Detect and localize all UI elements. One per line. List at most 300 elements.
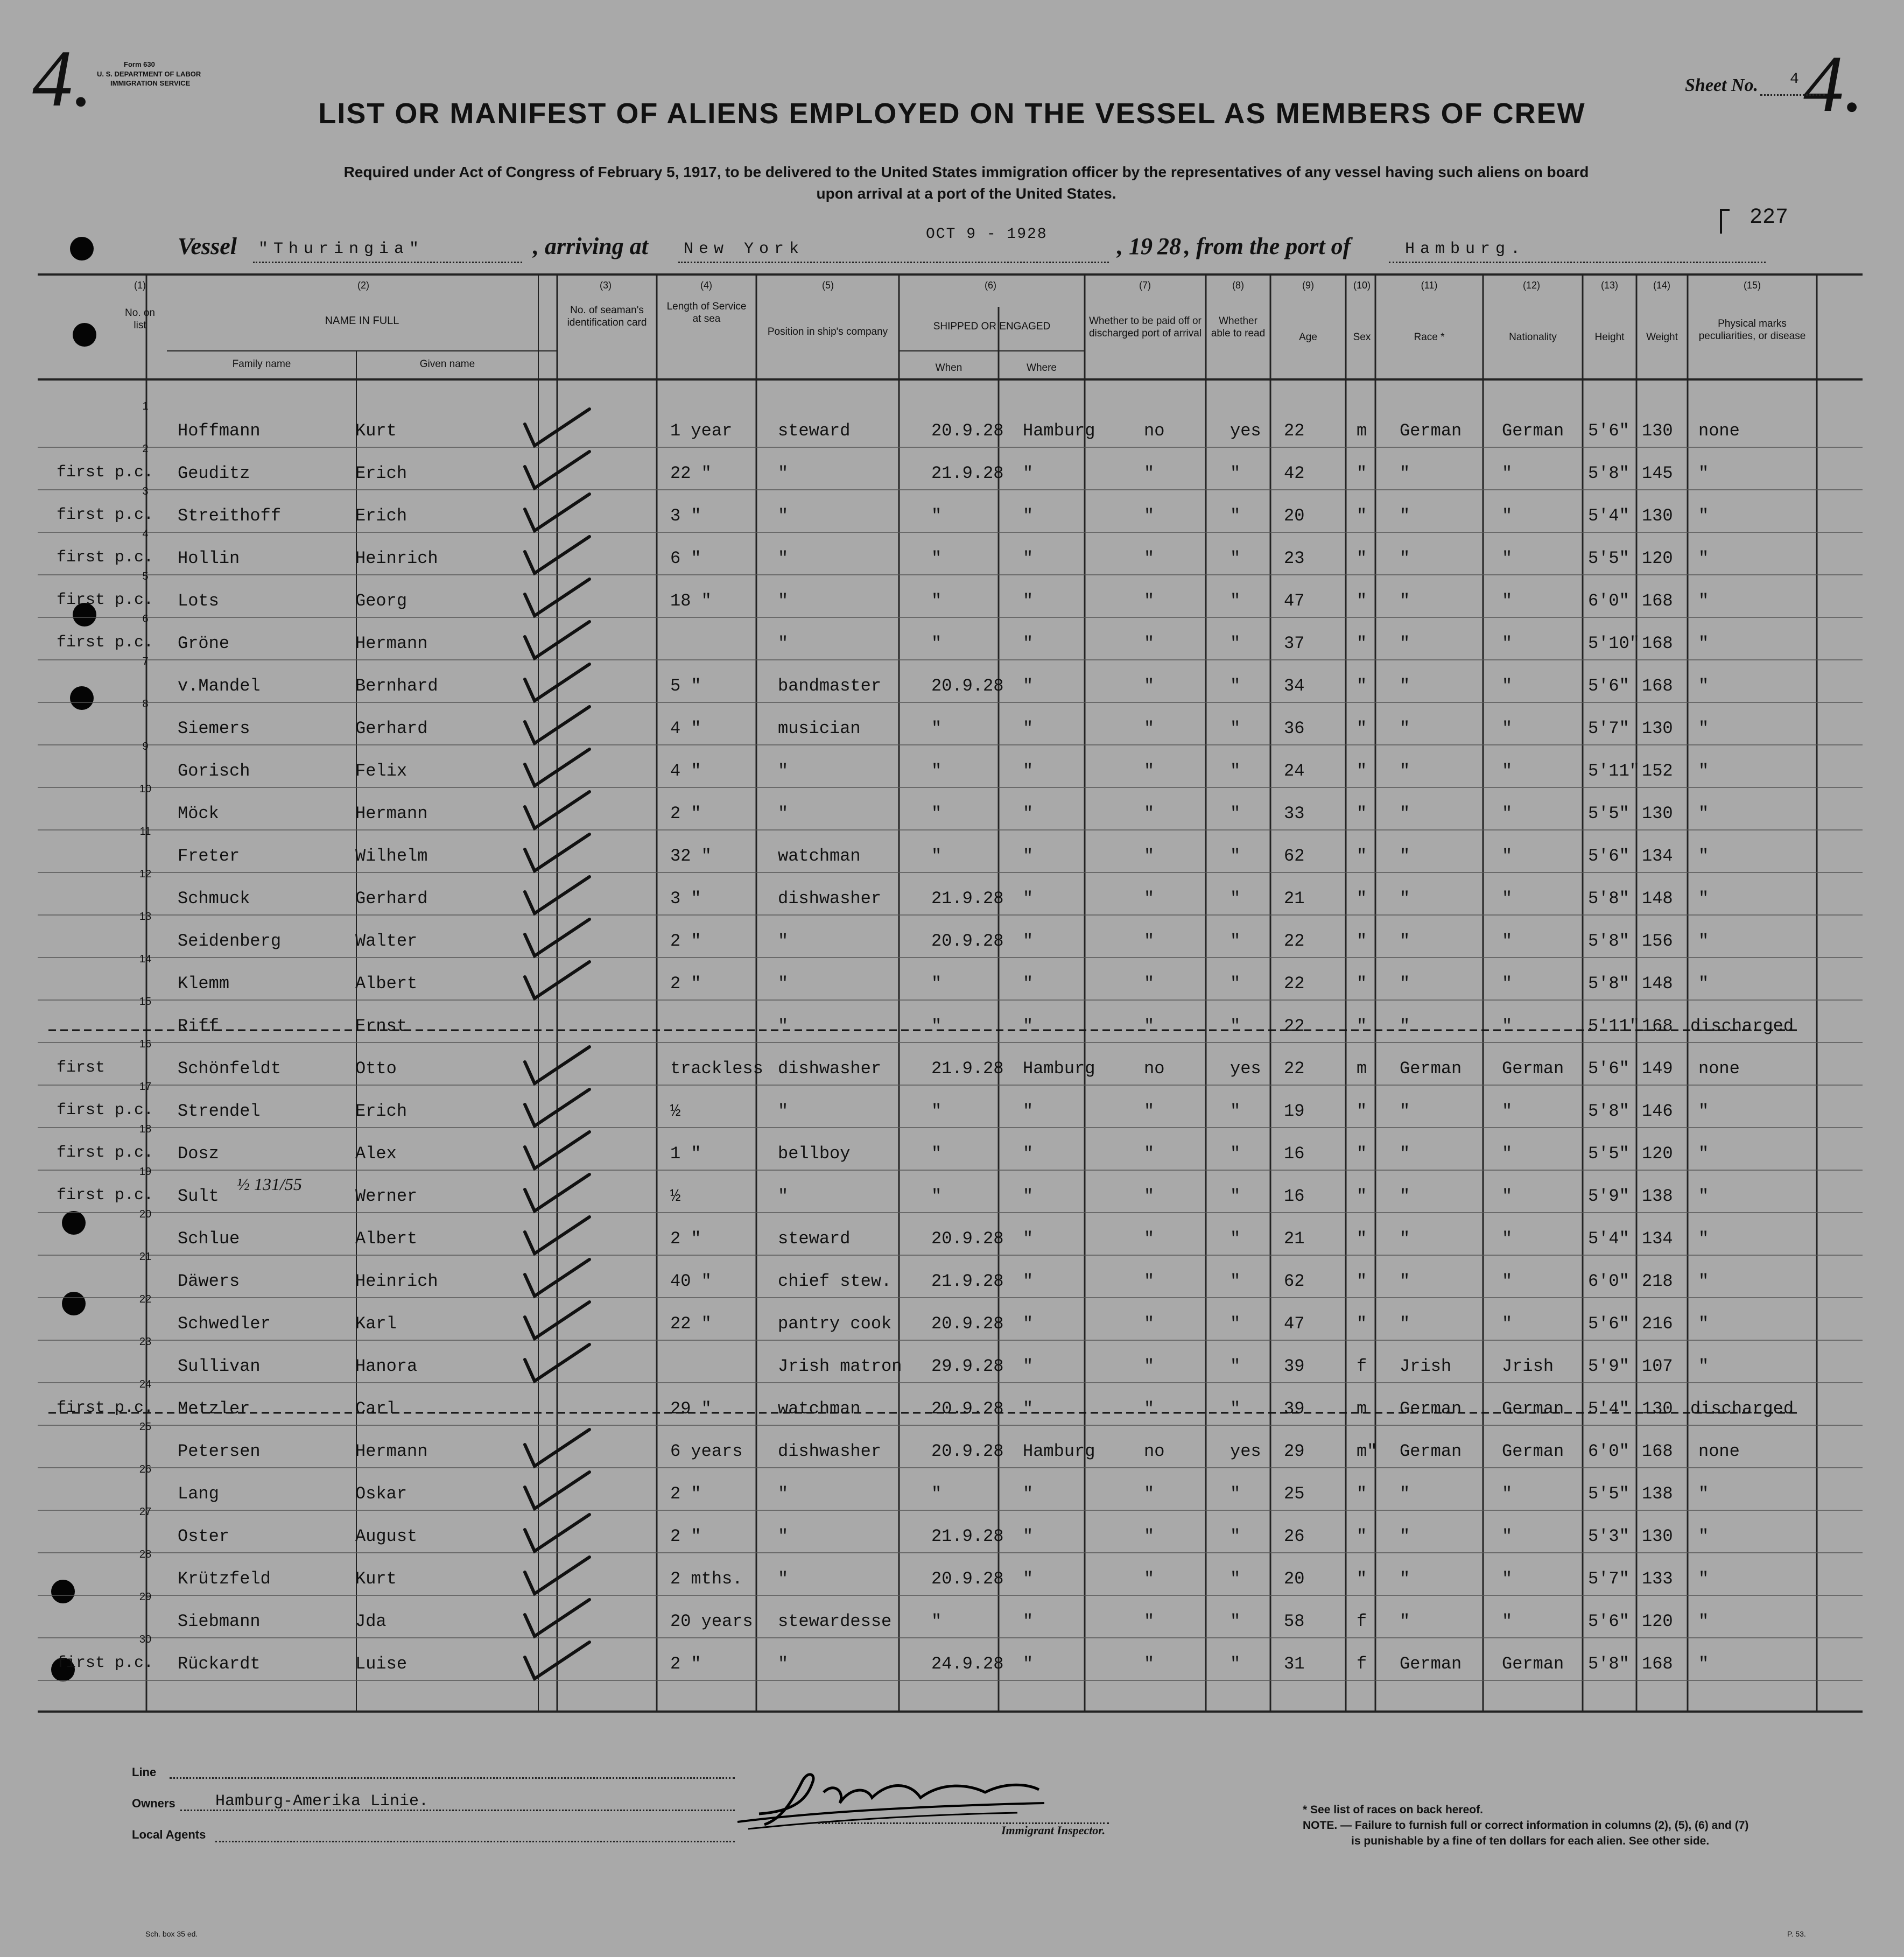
sex: ": [1357, 548, 1367, 568]
race: ": [1400, 463, 1410, 483]
race: ": [1400, 1526, 1410, 1546]
nationality: ": [1502, 1016, 1513, 1036]
weight: 168: [1642, 633, 1673, 653]
position: ": [778, 804, 789, 823]
service-length: 1 ": [670, 1144, 701, 1164]
shipped-when: 29.9.28: [931, 1356, 1004, 1376]
weight: 145: [1642, 463, 1673, 483]
nationality: German: [1502, 1059, 1564, 1079]
paid-off: no: [1144, 1059, 1165, 1079]
weight: 107: [1642, 1356, 1673, 1376]
able-to-read: ": [1230, 1654, 1241, 1674]
shipped-when: ": [931, 1101, 942, 1121]
agents-dots: [215, 1841, 735, 1842]
col-num-6: (6): [985, 280, 996, 291]
age: 20: [1284, 1569, 1305, 1589]
physical-marks: ": [1698, 1101, 1709, 1121]
given-name: Ernst: [355, 1016, 408, 1036]
nationality: ": [1502, 931, 1513, 951]
row-number: 23: [139, 1336, 152, 1348]
shipped-when: 20.9.28: [931, 1441, 1004, 1461]
family-name: Gorisch: [178, 761, 250, 781]
paid-off: ": [1144, 1186, 1155, 1206]
nationality: ": [1502, 804, 1513, 823]
row-number: 8: [142, 698, 149, 710]
able-to-read: ": [1230, 719, 1241, 738]
paid-off: ": [1144, 1271, 1155, 1291]
given-name: Wilhelm: [355, 846, 428, 866]
position: stewardesse: [778, 1611, 892, 1631]
nationality: ": [1502, 633, 1513, 653]
given-name: Luise: [355, 1654, 408, 1674]
able-to-read: ": [1230, 1271, 1241, 1291]
able-to-read: yes: [1230, 1441, 1261, 1461]
races-note: * See list of races on back hereof.: [1303, 1804, 1483, 1816]
shipped-when: 21.9.28: [931, 889, 1004, 909]
family-name: Krützfeld: [178, 1569, 271, 1589]
position: steward: [778, 1229, 851, 1249]
physical-marks: ": [1698, 633, 1709, 653]
nationality: ": [1502, 1101, 1513, 1121]
shipped-when: 20.9.28: [931, 1314, 1004, 1334]
nationality: ": [1502, 1271, 1513, 1291]
paid-off: ": [1144, 633, 1155, 653]
shipped-when: ": [931, 548, 942, 568]
height: 5'6": [1588, 1611, 1629, 1631]
shipped-when: 21.9.28: [931, 1526, 1004, 1546]
col-header-weight: Weight: [1646, 332, 1678, 343]
given-name: August: [355, 1526, 418, 1546]
family-name: Gröne: [178, 633, 230, 653]
able-to-read: ": [1230, 1569, 1241, 1589]
shipped-where: ": [1023, 1271, 1034, 1291]
paid-off: ": [1144, 1526, 1155, 1546]
able-to-read: ": [1230, 974, 1241, 994]
arriving-label: , arriving at: [533, 233, 648, 259]
paid-off: ": [1144, 974, 1155, 994]
row-number: 18: [139, 1123, 152, 1135]
row-number: 27: [139, 1506, 152, 1518]
given-name: Oskar: [355, 1484, 408, 1504]
row-prefix: first p.c.: [57, 591, 154, 609]
shipped-where: ": [1023, 974, 1034, 994]
physical-marks: ": [1698, 1654, 1709, 1674]
nationality: ": [1502, 1526, 1513, 1546]
race: ": [1400, 761, 1410, 781]
shipped-where: ": [1023, 1526, 1034, 1546]
family-name: Oster: [178, 1526, 230, 1546]
able-to-read: ": [1230, 1484, 1241, 1504]
paid-off: no: [1144, 421, 1165, 441]
paid-off: ": [1144, 804, 1155, 823]
age: 16: [1284, 1144, 1305, 1164]
family-name: Dosz: [178, 1144, 219, 1164]
col-header-paid-off: Whether to be paid off or discharged port of arrival: [1088, 315, 1202, 339]
height: 5'9": [1588, 1186, 1629, 1206]
paid-off: ": [1144, 1229, 1155, 1249]
given-name: Erich: [355, 1101, 408, 1121]
age: 22: [1284, 1016, 1305, 1036]
paid-off: ": [1144, 1356, 1155, 1376]
service-length: 2 ": [670, 1229, 701, 1249]
sex: ": [1357, 676, 1367, 696]
shipped-where: ": [1023, 1356, 1034, 1376]
able-to-read: ": [1230, 1229, 1241, 1249]
col-header-no: No. on list: [125, 307, 155, 331]
shipped-where: ": [1023, 506, 1034, 526]
line-label: Line: [132, 1765, 157, 1779]
able-to-read: ": [1230, 1101, 1241, 1121]
physical-marks: ": [1698, 1484, 1709, 1504]
row-number: 10: [139, 783, 152, 795]
height: 5'5": [1588, 1144, 1629, 1164]
physical-marks: ": [1698, 548, 1709, 568]
paid-off: ": [1144, 1569, 1155, 1589]
family-name: Klemm: [178, 974, 230, 994]
nationality: German: [1502, 1654, 1564, 1674]
position: ": [778, 1526, 789, 1546]
age: 20: [1284, 506, 1305, 526]
weight: 130: [1642, 421, 1673, 441]
shipped-when: ": [931, 1144, 942, 1164]
position: watchman: [778, 846, 861, 866]
age: 42: [1284, 463, 1305, 483]
physical-marks: ": [1698, 1229, 1709, 1249]
service-length: 2 ": [670, 1654, 701, 1674]
line-dots: [170, 1777, 735, 1779]
col-num-13: (13): [1600, 280, 1618, 291]
nationality: ": [1502, 506, 1513, 526]
race: ": [1400, 974, 1410, 994]
shipped-when: 20.9.28: [931, 421, 1004, 441]
family-name: Lang: [178, 1484, 219, 1504]
sex: f: [1357, 1654, 1367, 1674]
row-number: 25: [139, 1421, 152, 1433]
weight: 168: [1642, 1654, 1673, 1674]
age: 22: [1284, 931, 1305, 951]
row-prefix: first p.c.: [57, 633, 154, 652]
col-header-read: Whether able to read: [1211, 315, 1266, 339]
physical-marks: discharged: [1690, 1016, 1794, 1036]
height: 5'5": [1588, 548, 1629, 568]
shipped-where: ": [1023, 591, 1034, 611]
year-value: 28: [1157, 233, 1181, 259]
shipped-where: ": [1023, 804, 1034, 823]
given-name: Alex: [355, 1144, 397, 1164]
weight: 146: [1642, 1101, 1673, 1121]
paid-off: ": [1144, 931, 1155, 951]
race: ": [1400, 1271, 1410, 1291]
position: dishwasher: [778, 1441, 882, 1461]
shipped-when: ": [931, 1186, 942, 1206]
weight: 130: [1642, 1399, 1673, 1419]
weight: 216: [1642, 1314, 1673, 1334]
sex: ": [1357, 1569, 1367, 1589]
row-number: 22: [139, 1293, 152, 1305]
family-name: Schwedler: [178, 1314, 271, 1334]
sex: ": [1357, 1526, 1367, 1546]
family-name: Lots: [178, 591, 219, 611]
sex: ": [1357, 1186, 1367, 1206]
position: Jrish matron: [778, 1356, 902, 1376]
weight: 130: [1642, 719, 1673, 738]
col-num-9: (9): [1302, 280, 1314, 291]
col-num-3: (3): [600, 280, 612, 291]
paid-off: ": [1144, 676, 1155, 696]
shipped-where: ": [1023, 1654, 1034, 1674]
col-header-shipped: SHIPPED OR ENGAGED: [933, 321, 1051, 332]
col-header-where: Where: [1027, 362, 1057, 374]
shipped-where: ": [1023, 761, 1034, 781]
family-name: Hollin: [178, 548, 240, 568]
nationality: German: [1502, 421, 1564, 441]
shipped-when: ": [931, 719, 942, 738]
shipped-where: ": [1023, 548, 1034, 568]
service-length: trackless: [670, 1059, 763, 1079]
nationality: ": [1502, 1569, 1513, 1589]
able-to-read: ": [1230, 548, 1241, 568]
sex: ": [1357, 846, 1367, 866]
paid-off: ": [1144, 1399, 1155, 1419]
height: 5'7": [1588, 1569, 1629, 1589]
age: 19: [1284, 1101, 1305, 1121]
nationality: German: [1502, 1399, 1564, 1419]
physical-marks: ": [1698, 676, 1709, 696]
age: 36: [1284, 719, 1305, 738]
sex: ": [1357, 1271, 1367, 1291]
race: German: [1400, 1441, 1462, 1461]
race: ": [1400, 1016, 1410, 1036]
service: IMMIGRATION SERVICE: [110, 79, 191, 87]
shipped-when: ": [931, 1611, 942, 1631]
row-number: 13: [139, 911, 152, 923]
page-title: LIST OR MANIFEST OF ALIENS EMPLOYED ON THE VESSEL AS MEMBERS OF CREW: [318, 97, 1586, 130]
position: chief stew.: [778, 1271, 892, 1291]
sex: m": [1357, 1441, 1378, 1461]
row-number: 16: [139, 1038, 152, 1050]
height: 6'0": [1588, 591, 1629, 611]
able-to-read: ": [1230, 931, 1241, 951]
service-length: 3 ": [670, 889, 701, 909]
service-length: 2 mths.: [670, 1569, 743, 1589]
height: 5'6": [1588, 1314, 1629, 1334]
shipped-when: ": [931, 591, 942, 611]
service-length: 2 ": [670, 931, 701, 951]
family-name: Schönfeldt: [178, 1059, 282, 1079]
physical-marks: ": [1698, 1356, 1709, 1376]
sex: ": [1357, 804, 1367, 823]
col-num-11: (11): [1421, 280, 1438, 291]
given-name: Albert: [355, 1229, 418, 1249]
weight: 134: [1642, 1229, 1673, 1249]
shipped-where: Hamburg: [1023, 1059, 1095, 1079]
col-num-4: (4): [700, 280, 712, 291]
physical-marks: ": [1698, 804, 1709, 823]
race: ": [1400, 889, 1410, 909]
sex: ": [1357, 1016, 1367, 1036]
position: dishwasher: [778, 889, 882, 909]
service-length: 2 ": [670, 1484, 701, 1504]
height: 5'8": [1588, 974, 1629, 994]
physical-marks: ": [1698, 889, 1709, 909]
nationality: ": [1502, 676, 1513, 696]
able-to-read: ": [1230, 846, 1241, 866]
height: 5'8": [1588, 889, 1629, 909]
given-name: Heinrich: [355, 1271, 438, 1291]
shipped-where: ": [1023, 1399, 1034, 1419]
col-num-1: (1): [134, 280, 146, 291]
nationality: German: [1502, 1441, 1564, 1461]
given-name: Bernhard: [355, 676, 438, 696]
race: ": [1400, 1229, 1410, 1249]
family-name: Seidenberg: [178, 931, 282, 951]
shipped-when: ": [931, 804, 942, 823]
shipped-where: ": [1023, 1484, 1034, 1504]
row-annotation: ½ 131/55: [237, 1174, 302, 1194]
physical-marks: none: [1698, 1059, 1740, 1079]
family-name: Hoffmann: [178, 421, 261, 441]
paid-off: ": [1144, 1611, 1155, 1631]
height: 5'8": [1588, 1101, 1629, 1121]
col-header-height: Height: [1594, 332, 1625, 343]
row-number: 2: [142, 443, 149, 455]
sex: ": [1357, 889, 1367, 909]
physical-marks: discharged: [1690, 1399, 1794, 1419]
given-name: Carl: [355, 1399, 397, 1419]
col-num-10: (10): [1353, 280, 1371, 291]
physical-marks: ": [1698, 591, 1709, 611]
physical-marks: ": [1698, 1271, 1709, 1291]
height: 5'6": [1588, 421, 1629, 441]
position: ": [778, 633, 789, 653]
shipped-where: ": [1023, 633, 1034, 653]
service-length: 29 ": [670, 1399, 712, 1419]
physical-marks: ": [1698, 1314, 1709, 1334]
family-name: Schmuck: [178, 889, 250, 909]
given-name: Kurt: [355, 1569, 397, 1589]
family-name: Sullivan: [178, 1356, 261, 1376]
paid-off: ": [1144, 1484, 1155, 1504]
family-name: Däwers: [178, 1271, 240, 1291]
race: German: [1400, 1059, 1462, 1079]
shipped-where: ": [1023, 463, 1034, 483]
given-name: Heinrich: [355, 548, 438, 568]
weight: 130: [1642, 804, 1673, 823]
position: ": [778, 548, 789, 568]
able-to-read: ": [1230, 1016, 1241, 1036]
sex: ": [1357, 1101, 1367, 1121]
able-to-read: ": [1230, 1399, 1241, 1419]
service-length: 18 ": [670, 591, 712, 611]
given-name: Otto: [355, 1059, 397, 1079]
row-number: 28: [139, 1548, 152, 1560]
paid-off: ": [1144, 719, 1155, 738]
race: ": [1400, 1186, 1410, 1206]
col-num-8: (8): [1232, 280, 1244, 291]
height: 5'3": [1588, 1526, 1629, 1546]
height: 5'4": [1588, 1229, 1629, 1249]
race: ": [1400, 591, 1410, 611]
col-num-5: (5): [822, 280, 834, 291]
age: 37: [1284, 633, 1305, 653]
given-name: Georg: [355, 591, 408, 611]
owners-dots: [180, 1810, 735, 1811]
able-to-read: ": [1230, 889, 1241, 909]
given-name: Karl: [355, 1314, 397, 1334]
race: ": [1400, 1569, 1410, 1589]
shipped-where: Hamburg: [1023, 421, 1095, 441]
col-num-2: (2): [357, 280, 369, 291]
height: 5'8": [1588, 463, 1629, 483]
row-prefix: first p.c.: [57, 506, 154, 524]
nationality: ": [1502, 1229, 1513, 1249]
corner-sheet-mark-left: 4.: [32, 34, 93, 123]
weight: 156: [1642, 931, 1673, 951]
service-length: 2 ": [670, 1526, 701, 1546]
given-name: Werner: [355, 1186, 418, 1206]
position: ": [778, 1186, 789, 1206]
row-number: 12: [139, 868, 152, 880]
weight: 120: [1642, 1611, 1673, 1631]
service-length: 22 ": [670, 1314, 712, 1334]
row-number: 4: [142, 528, 149, 540]
col-header-nationality: Nationality: [1509, 332, 1557, 343]
nationality: ": [1502, 463, 1513, 483]
service-length: 5 ": [670, 676, 701, 696]
position: ": [778, 1569, 789, 1589]
row-prefix: first p.c.: [57, 1399, 154, 1417]
age: 31: [1284, 1654, 1305, 1674]
position: ": [778, 463, 789, 483]
paid-off: ": [1144, 1016, 1155, 1036]
height: 5'7": [1588, 719, 1629, 738]
edition-code: Sch. box 35 ed.: [145, 1930, 198, 1938]
able-to-read: ": [1230, 506, 1241, 526]
shipped-when: ": [931, 761, 942, 781]
row-number: 5: [142, 571, 149, 582]
weight: 149: [1642, 1059, 1673, 1079]
arrival-date-stamp: OCT 9 - 1928: [926, 226, 1048, 243]
col-num-7: (7): [1139, 280, 1151, 291]
col-header-sex: Sex: [1353, 332, 1371, 343]
row-number: 9: [142, 741, 149, 752]
shipped-where: ": [1023, 931, 1034, 951]
able-to-read: yes: [1230, 421, 1261, 441]
nationality: ": [1502, 889, 1513, 909]
paid-off: ": [1144, 1654, 1155, 1674]
height: 5'10": [1588, 633, 1640, 653]
able-to-read: ": [1230, 633, 1241, 653]
able-to-read: ": [1230, 591, 1241, 611]
position: ": [778, 1484, 789, 1504]
age: 22: [1284, 421, 1305, 441]
age: 24: [1284, 761, 1305, 781]
shipped-when: 20.9.28: [931, 1229, 1004, 1249]
given-name: Hanora: [355, 1356, 418, 1376]
service-length: 2 ": [670, 804, 701, 823]
shipped-when: 20.9.28: [931, 1569, 1004, 1589]
shipped-where: ": [1023, 1144, 1034, 1164]
shipped-where: ": [1023, 1229, 1034, 1249]
nationality: ": [1502, 1484, 1513, 1504]
row-number: 19: [139, 1166, 152, 1178]
age: 21: [1284, 889, 1305, 909]
weight: 168: [1642, 591, 1673, 611]
paid-off: ": [1144, 591, 1155, 611]
row-number: 11: [139, 826, 151, 837]
shipped-where: ": [1023, 719, 1034, 738]
given-name: Felix: [355, 761, 408, 781]
